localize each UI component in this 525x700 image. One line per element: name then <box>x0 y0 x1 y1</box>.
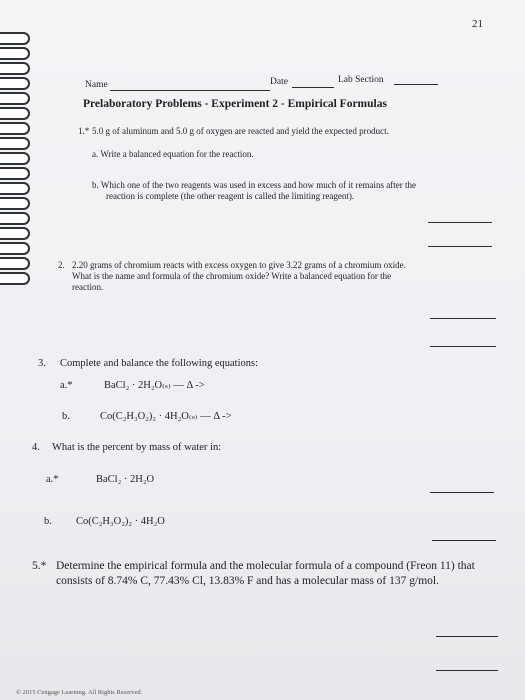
binding-ring <box>0 182 30 195</box>
q1b-text-line2: reaction is complete (the other reagent is called the limiting reagent). <box>106 191 355 201</box>
binding-ring <box>0 257 30 270</box>
q4a-answer-blank[interactable] <box>430 492 494 493</box>
q2-answer-blank[interactable] <box>430 346 496 347</box>
q2-number: 2. <box>58 260 65 270</box>
binding-ring <box>0 167 30 180</box>
copyright-footer: © 2015 Cengage Learning. All Rights Reserved. <box>16 689 143 696</box>
q1-text: 5.0 g of aluminum and 5.0 g of oxygen are reacted and yield the expected product. <box>92 126 389 136</box>
q3a-label: a.* <box>60 380 73 391</box>
q4b-formula: Co(C₂H₃O₂)₂ · 4H₂O <box>76 516 165 527</box>
name-label: Name <box>85 80 108 90</box>
date-blank[interactable] <box>292 87 334 88</box>
q3-text: Complete and balance the following equations: <box>60 358 258 369</box>
q2-answer-blank[interactable] <box>430 318 496 319</box>
q2-text-line3: reaction. <box>72 282 104 292</box>
lab-section-blank[interactable] <box>394 84 438 85</box>
binding-ring <box>0 137 30 150</box>
q1-answer-blank[interactable] <box>428 246 492 247</box>
q4a-formula: BaCl₂ · 2H₂O <box>96 474 155 485</box>
page-title: Prelaboratory Problems - Experiment 2 - Empirical Formulas <box>83 98 387 110</box>
q4a-label: a.* <box>46 474 59 485</box>
binding-ring <box>0 62 30 75</box>
q5-answer-blank[interactable] <box>436 670 498 671</box>
q4-text: What is the percent by mass of water in: <box>52 442 222 453</box>
q3a-equation: BaCl₂ · 2H₂O₍ₛ₎ — Δ -> <box>104 380 205 391</box>
binding-ring <box>0 152 30 165</box>
q5-text-line1: Determine the empirical formula and the molecular formula of a compound (Freon 11) that <box>56 560 475 572</box>
q3b-label: b. <box>62 411 70 422</box>
binding-ring <box>0 272 30 285</box>
binding-ring <box>0 197 30 210</box>
binding-ring <box>0 122 30 135</box>
page-number: 21 <box>472 18 483 30</box>
binding-ring <box>0 92 30 105</box>
q2-text-line1: 2.20 grams of chromium reacts with excess oxygen to give 3.22 grams of a chromium oxide. <box>72 260 406 270</box>
name-blank[interactable] <box>110 90 270 91</box>
q4b-label: b. <box>44 516 52 527</box>
date-label: Date <box>270 77 288 87</box>
q2-text-line2: What is the name and formula of the chromium oxide? Write a balanced equation for the <box>72 271 392 281</box>
binding-ring <box>0 227 30 240</box>
binding-ring <box>0 32 30 45</box>
q3b-equation: Co(C₂H₃O₂)₂ · 4H₂O₍ₛ₎ — Δ -> <box>100 411 232 422</box>
q5-number: 5.* <box>32 560 47 572</box>
q4b-answer-blank[interactable] <box>432 540 496 541</box>
q1a-text: a. Write a balanced equation for the reaction. <box>92 149 254 159</box>
spiral-binding <box>0 30 40 330</box>
binding-ring <box>0 77 30 90</box>
q1-answer-blank[interactable] <box>428 222 492 223</box>
binding-ring <box>0 47 30 60</box>
q5-answer-blank[interactable] <box>436 636 498 637</box>
q1b-text-line1: b. Which one of the two reagents was used in excess and how much of it remains after the <box>92 180 416 190</box>
lab-section-label: Lab Section <box>338 75 384 85</box>
binding-ring <box>0 242 30 255</box>
binding-ring <box>0 212 30 225</box>
q3-number: 3. <box>38 358 46 369</box>
binding-ring <box>0 107 30 120</box>
q4-number: 4. <box>32 442 40 453</box>
q5-text-line2: consists of 8.74% C, 77.43% Cl, 13.83% F and has a molecular mass of 137 g/mol. <box>56 575 439 587</box>
q1-number: 1.* <box>78 126 90 136</box>
